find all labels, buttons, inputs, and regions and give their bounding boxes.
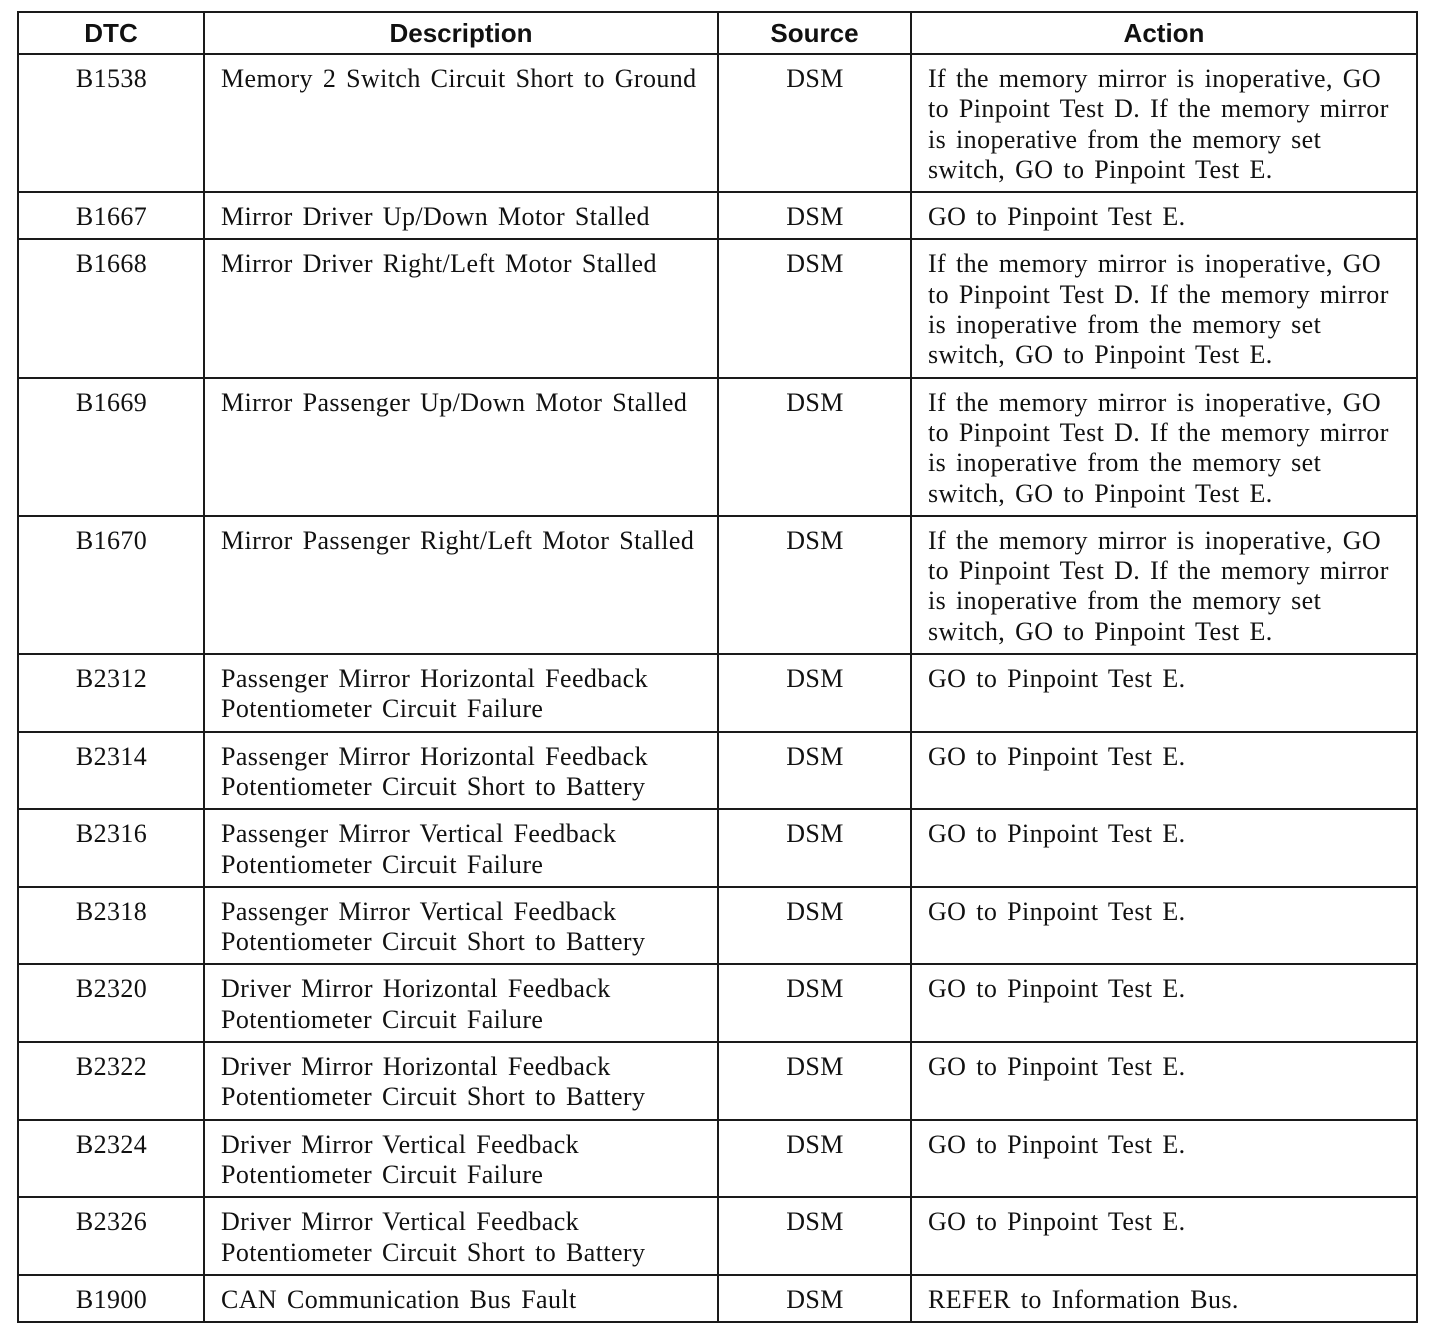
- table-row: [18, 1197, 1417, 1275]
- dtc-code: B2314: [18, 732, 204, 810]
- dtc-description: Driver Mirror Vertical Feedback Potentiometer Circuit Short to Battery: [204, 1197, 718, 1275]
- dtc-source: DSM: [718, 1042, 911, 1120]
- dtc-description: Driver Mirror Horizontal Feedback Potentiometer Circuit Short to Battery: [204, 1042, 718, 1120]
- table-row: [18, 887, 1417, 965]
- dtc-code: B1670: [18, 516, 204, 654]
- table-row: [18, 1120, 1417, 1198]
- dtc-code: B2320: [18, 964, 204, 1042]
- header-description: Description: [204, 12, 718, 54]
- dtc-code: B1538: [18, 54, 204, 192]
- table-body: [18, 54, 1417, 1322]
- table-header: [18, 12, 1417, 54]
- header-row: [18, 12, 1417, 54]
- dtc-source: DSM: [718, 516, 911, 654]
- table-row: [18, 1275, 1417, 1322]
- dtc-source: DSM: [718, 964, 911, 1042]
- dtc-code: B2312: [18, 654, 204, 732]
- dtc-action: GO to Pinpoint Test E.: [911, 192, 1417, 239]
- dtc-source: DSM: [718, 1120, 911, 1198]
- table-row: [18, 964, 1417, 1042]
- dtc-description: Passenger Mirror Vertical Feedback Potentiometer Circuit Failure: [204, 809, 718, 887]
- dtc-source: DSM: [718, 654, 911, 732]
- table-row: [18, 378, 1417, 516]
- dtc-code: B2318: [18, 887, 204, 965]
- dtc-source: DSM: [718, 887, 911, 965]
- dtc-action: GO to Pinpoint Test E.: [911, 654, 1417, 732]
- dtc-action: If the memory mirror is inoperative, GO to Pinpoint Test D. If the memory mirror is inoperative from the memory set switch, GO to Pinpoint Test E.: [911, 516, 1417, 654]
- dtc-action: If the memory mirror is inoperative, GO to Pinpoint Test D. If the memory mirror is inoperative from the memory set switch, GO to Pinpoint Test E.: [911, 239, 1417, 377]
- dtc-description: Mirror Passenger Right/Left Motor Stalled: [204, 516, 718, 654]
- dtc-action: If the memory mirror is inoperative, GO to Pinpoint Test D. If the memory mirror is inoperative from the memory set switch, GO to Pinpoint Test E.: [911, 378, 1417, 516]
- dtc-action: GO to Pinpoint Test E.: [911, 887, 1417, 965]
- dtc-action: REFER to Information Bus.: [911, 1275, 1417, 1322]
- dtc-action: GO to Pinpoint Test E.: [911, 1042, 1417, 1120]
- dtc-action: GO to Pinpoint Test E.: [911, 1120, 1417, 1198]
- dtc-table: [17, 11, 1418, 1323]
- header-source: Source: [718, 12, 911, 54]
- dtc-description: CAN Communication Bus Fault: [204, 1275, 718, 1322]
- header-dtc: DTC: [18, 12, 204, 54]
- table-row: [18, 1042, 1417, 1120]
- dtc-source: DSM: [718, 732, 911, 810]
- table-row: [18, 654, 1417, 732]
- dtc-description: Mirror Driver Right/Left Motor Stalled: [204, 239, 718, 377]
- dtc-action: If the memory mirror is inoperative, GO to Pinpoint Test D. If the memory mirror is inoperative from the memory set switch, GO to Pinpoint Test E.: [911, 54, 1417, 192]
- dtc-source: DSM: [718, 1275, 911, 1322]
- table-row: [18, 809, 1417, 887]
- dtc-source: DSM: [718, 1197, 911, 1275]
- dtc-code: B1900: [18, 1275, 204, 1322]
- dtc-action: GO to Pinpoint Test E.: [911, 732, 1417, 810]
- dtc-description: Driver Mirror Vertical Feedback Potentiometer Circuit Failure: [204, 1120, 718, 1198]
- dtc-code: B2324: [18, 1120, 204, 1198]
- dtc-code: B1667: [18, 192, 204, 239]
- table-row: [18, 192, 1417, 239]
- dtc-code: B1669: [18, 378, 204, 516]
- table-row: [18, 54, 1417, 192]
- dtc-source: DSM: [718, 239, 911, 377]
- table-row: [18, 239, 1417, 377]
- dtc-action: GO to Pinpoint Test E.: [911, 964, 1417, 1042]
- dtc-source: DSM: [718, 809, 911, 887]
- dtc-description: Passenger Mirror Vertical Feedback Potentiometer Circuit Short to Battery: [204, 887, 718, 965]
- dtc-code: B1668: [18, 239, 204, 377]
- dtc-code: B2322: [18, 1042, 204, 1120]
- dtc-description: Passenger Mirror Horizontal Feedback Potentiometer Circuit Failure: [204, 654, 718, 732]
- dtc-source: DSM: [718, 54, 911, 192]
- dtc-description: Driver Mirror Horizontal Feedback Potentiometer Circuit Failure: [204, 964, 718, 1042]
- dtc-action: GO to Pinpoint Test E.: [911, 1197, 1417, 1275]
- dtc-action: GO to Pinpoint Test E.: [911, 809, 1417, 887]
- dtc-code: B2316: [18, 809, 204, 887]
- dtc-description: Memory 2 Switch Circuit Short to Ground: [204, 54, 718, 192]
- dtc-source: DSM: [718, 192, 911, 239]
- dtc-description: Passenger Mirror Horizontal Feedback Potentiometer Circuit Short to Battery: [204, 732, 718, 810]
- table-row: [18, 516, 1417, 654]
- dtc-description: Mirror Passenger Up/Down Motor Stalled: [204, 378, 718, 516]
- dtc-description: Mirror Driver Up/Down Motor Stalled: [204, 192, 718, 239]
- dtc-code: B2326: [18, 1197, 204, 1275]
- table-row: [18, 732, 1417, 810]
- dtc-source: DSM: [718, 378, 911, 516]
- header-action: Action: [911, 12, 1417, 54]
